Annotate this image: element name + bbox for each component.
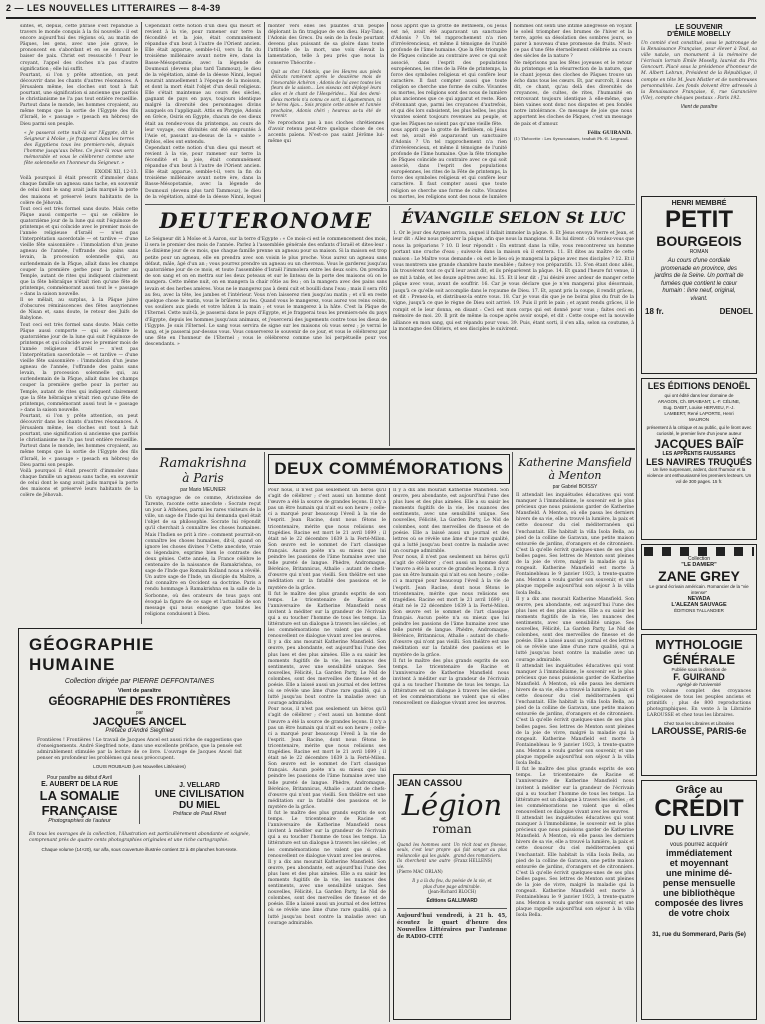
ad-body: Un volume complet des croyances religieuses de tous les peuples anciens et primitifs ; plus de 800 reproductions photographiques. En vente à la Librairie LAROUSSE et chez tous les libraires.: [647, 689, 751, 719]
section-text: Le Seigneur dit à Moïse et à Aaron, sur la terre d'Egypte : « Ce mois-ci est le commencement des mois, il sera le premier des mois de l'année. Parlez à l'assemblée générale des enfants d'Israël et dites-leur : Le dixième jour de ce mois, que chaque famille prenne un agneau pour sa maison. Si la maison est trop petite pour un agneau, elle en prendra avec son voisin le plus proche. Vous aurez un agneau sans défaut, mâle, âgé d'un an ; vous pourrez prendre un agneau ou un chevreau. Vous le garderez jusqu'au quatorzième jour de ce mois, et toute l'assemblée d'Israël l'immolera entre les deux soirs. On prendra de son sang et on en mettra sur les deux poteaux et sur le linteau de la porte des maisons où on le mangera. Cette même nuit, on en mangera la chair rôtie au feu ; on la mangera avec des pains sans levain et des herbes amères. Vous ne le mangerez pas à demi cuit et bouilli dans l'eau ; mais il sera rôti au feu, avec la tête, les jambes et l'intérieur. Vous n'en laisserez rien jusqu'au matin ; et s'il en reste quelque chose le matin, vous le brûlerez au feu. Quand vous le mangerez, vous aurez vos reins ceints, vos souliers aux pieds et votre bâton à la main ; et vous le mangerez à la hâte. C'est la Pâque de l'Eternel. Cette nuit-là, je passerai dans le pays d'Egypte, et je frapperai tous les premiers-nés du pays d'Egypte, depuis les hommes jusqu'aux animaux, et j'exercerai des jugements contre tous les dieux de l'Egypte. Je suis l'Eternel. Le sang vous servira de signe sur les maisons où vous serez ; je verrai le sang, et je passerai par-dessus vous. Vous conserverez le souvenir de ce jour, et vous le célébrerez par une fête en l'honneur de l'Eternel ; vous le célébrerez comme une loi perpétuelle pour vos descendants. »: [145, 237, 387, 348]
article-text: Il attendait les inquiétudes éducatives qui vont manquer à l'immobilisme, le souvenir est le plus précieux que nous puissions garder de Katherine Mansfield. À Menton, où elle passa les derniers hivers de sa vie, elle a trouvé la lumière, la paix et cette douceur du ciel méditerranéen qui l'enchantait. Elle habitait la villa Isola Bella, au pied de la colline de Garavan, une petite maison entourée de jardins, d'orangers et de citronniers. C'est là qu'elle écrivit quelques-unes de ses plus belles pages. Ses lettres de Menton sont pleines de la joie de vivre, malgré la maladie qui la rongeait. Katherine Mansfield est morte à Fontainebleau le 9 janvier 1923, à trente-quatre ans. Menton a voulu garder son souvenir, et une plaque rappelle aujourd'hui son séjour à la villa Isola Bella.: [516, 493, 634, 596]
ad-book-title: BOURGEOIS: [656, 233, 742, 249]
article-text: Il y a dix ans mourait Katherine Mansfield. Son œuvre, peu abondante, est aujourd'hui l'une des plus lues et des plus aimées. Elle a su saisir les moments fugitifs de la vie, les nuances des sentiments, avec une sensibilité unique. Ses nouvelles, Félicité, La Garden Party, Le Nid de colombes, sont des merveilles de finesse et de poésie. Elle a laissé aussi un journal et des lettres où se révèle une âme d'une rare qualité, qui a lutté jusqu'au bout contre la maladie avec un courage admirable.: [268, 859, 386, 926]
author-signature: Félix GUIRAND.: [587, 129, 632, 136]
column-rule: [510, 22, 511, 202]
ad-intro: Grâce au: [675, 784, 723, 796]
ad-book-title: L'ALEZAN SAUVAGE: [671, 601, 727, 608]
commemorations-col-b: [393, 488, 509, 770]
column-rule: [387, 22, 388, 202]
notice-footer: Vient de paraître: [680, 103, 718, 110]
section-title: DEUX COMMÉMORATIONS: [274, 459, 504, 478]
article-text: Il se mêlait, au surplus, à la Pâque juive d'obscures réminiscences des fêtes assyriennes de Nisan et, sans doute, le retour des Juifs de Babylone.: [20, 298, 138, 322]
ad-preface: Préface d'André Siegfried: [105, 728, 174, 734]
section-title: ÉVANGILE SELON St LUC: [401, 208, 626, 227]
article-column-4: [391, 24, 507, 200]
article-text: Pour nous, il n'est pas seulement un héros qu'il s'agit de célébrer ; c'est aussi un homme dont l'œuvre a été la source de grandes leçons. Il n'y a pas un être humain qui n'ait eu son heure ; celle-ci a marqué pour beaucoup l'éveil à la vie de l'esprit. Jean Racine, dont nous fêtons le tricentenaire, mérite que nous relisions ses tragédies. Racine est mort le 21 avril 1699 ; il était né le 22 décembre 1639 à la Ferté-Milon. Son œuvre est le sommet de l'art classique français. Aucun poète n'a su mieux que lui peindre les passions de l'âme humaine avec une telle pureté de langue. Phèdre, Andromaque, Bérénice, Britannicus, Athalie : autant de chefs-d'œuvre qui n'ont pas vieilli. Son théâtre est une méditation sur la fatalité des passions et le mystère de la grâce.: [393, 555, 509, 658]
article-text: Il y a dix ans mourait Katherine Mansfield. Son œuvre, peu abondante, est aujourd'hui l'une des plus lues et des plus aimées. Elle a su saisir les moments fugitifs de la vie, les nuances des sentiments, avec une sensibilité unique. Ses nouvelles, Félicité, La Garden Party, Le Nid de colombes, sont des merveilles de finesse et de poésie. Elle a laissé aussi un journal et des lettres où se révèle une âme d'une rare qualité, qui a lutté jusqu'au bout contre la maladie avec un courage admirable.: [516, 596, 634, 663]
scripture-ref: EXODE XII, 12-13.: [94, 170, 138, 176]
ad-collection: Collection: [688, 556, 710, 562]
ad-title: HUMAINE: [29, 655, 116, 674]
ad-quote-source: LOUIS ROUBAUD (Les Nouvelles Littéraires): [93, 764, 186, 770]
ad-title: GÉNÉRALE: [662, 652, 736, 667]
article-text: Pourtant, si l'on y prête attention, on peut découvrir dans les chants d'autres résonances. À Jérusalem même, les cloches ont tout à fait pourtant, une signification si ancienne que parfois le christianisme ne l'a pas tout entière recueillie. Partout dans le monde, les hommes croyaient, au même temps que la sortie de l'Egypte des fils d'Israël, le « passage » (pesach en hébreu) de Dieu parmi son peuple.: [20, 413, 138, 468]
ad-collection-name: "LE DAMIER": [681, 562, 717, 568]
ad-author: JACQUES BAÏF: [654, 437, 744, 451]
ad-publisher: ÉDITIONS TALLANDIER: [674, 607, 724, 613]
ad-price: 18 fr.: [645, 307, 664, 316]
ad-line: pense mensuelle: [662, 878, 736, 888]
ad-vient: Vient de paraître: [118, 688, 161, 694]
article-text: monter vers elles les plaintes d'un peuple déplorant la fin tragique de son dieu. Hay-Tano, l'Adonis des Grecs. Du sein de la foule pourtant devenu plus puissant de sa gloire dans toute l'attitude de la mort, une voix élevait la lamentation, telle à peu près que nous la conserve Théocrite :: [268, 24, 384, 66]
page-header: [6, 3, 756, 17]
ad-book-title: FRANÇAISE: [41, 803, 118, 819]
checkerboard-pattern: [644, 547, 754, 556]
ad-collection: Collection dirigée par PIERRE DEFFONTAINES: [64, 678, 215, 685]
ad-credit-du-livre: [641, 780, 757, 1020]
ad-book-title: LA SOMALIE: [39, 788, 120, 804]
ad-text: présentent à la critique et au public, qui le liront avec curiosité, le premier livre d'un jeune auteur: [646, 425, 752, 436]
article-text: sintes, et, depuis, cette phrase s'est répandue à travers le monde conquis à la foi nouvelle : il est encore aujourd'hui des régions où, au matin de Pâques, les gens, avec une joie grave, le prononcent en s'abordant et en se donnant le baiser de paix. Christ est ressuscité ! Pour le croyant, l'appel des cloches n'a pas d'autre signification ; elle lui suffit.: [20, 24, 138, 72]
article-column-5: [514, 24, 632, 200]
article-text: Il fut le maître des plus grands esprits de son temps. Le tricentenaire de Racine et l'anniversaire de Katherine Mansfield nous invitent à méditer sur la grandeur de l'écrivain qui a su toucher l'homme de tous les temps. La littérature est un dialogue à travers les siècles ; et les commémorations ne valent que si elles renouvellent ce dialogue vivant avec les œuvres.: [393, 658, 509, 707]
article-text: Il attendait les inquiétudes éducatives qui vont manquer à l'immobilisme, le souvenir est le plus précieux que nous puissions garder de Katherine Mansfield. À Menton, où elle passa les derniers hivers de sa vie, elle a trouvé la lumière, la paix et cette douceur du ciel méditerranéen qui l'enchantait. Elle habitait la villa Isola Bella, au pied de la colline de Garavan, une petite maison entourée de jardins, d'orangers et de citronniers. C'est là qu'elle écrivit quelques-unes de ses plus belles pages. Ses lettres de Menton sont pleines de la joie de vivre, malgré la maladie qui la rongeait. Katherine Mansfield est morte à Fontainebleau le 9 janvier 1923, à trente-quatre ans. Menton a voulu garder son souvenir, et une plaque rappelle aujourd'hui son séjour à la villa Isola Bella.: [516, 663, 634, 767]
page-number: 2: [6, 3, 12, 13]
article-text: Voilà pourquoi il était prescrit d'immoler dans chaque famille un agneau sans tache, en souvenir de celui dont le sang avait jadis marqué la porte des maisons et préservé leurs habitants de la colère de Jéhovah.: [20, 468, 138, 499]
article-text: Il fut le maître des plus grands esprits de son temps. Le tricentenaire de Racine et l'anniversaire de Katherine Mansfield nous invitent à méditer sur la grandeur de l'écrivain qui a su toucher l'homme de tous les temps. La littérature est un dialogue à travers les siècles ; et les commémorations ne valent que si elles renouvellent ce dialogue vivant avec les œuvres.: [268, 591, 386, 640]
ad-address: 31, rue du Sommerard, Paris (5e): [652, 932, 746, 938]
ad-quote: Quand les hommes sont seuls, c'est leur propre mélancolie qui les guide. Ils cherchent une autre vie.: [397, 842, 451, 869]
ad-publisher: DENOEL: [719, 307, 753, 316]
scripture-note: « Je passerai cette nuit-là sur l'Egypte, dit le Seigneur à Moïse ; je frapperai dans les terres des Egyptiens tous les premiers-nés, depuis l'homme jusqu'aux bêtes. Ce jour-là vous sera mémorable et vous le célébrerez comme une fête solennelle en l'honneur du Seigneur. »: [24, 130, 134, 167]
article-text: Pour nous, il n'est pas seulement un héros qu'il s'agit de célébrer ; c'est aussi un homme dont l'œuvre a été la source de grandes leçons. Il n'y a pas un être humain qui n'ait eu son heure ; celle-ci a marqué pour beaucoup l'éveil à la vie de l'esprit. Jean Racine, dont nous fêtons le tricentenaire, mérite que nous relisions ses tragédies. Racine est mort le 21 avril 1699 ; il était né le 22 décembre 1639 à la Ferté-Milon. Son œuvre est le sommet de l'art classique français. Aucun poète n'a su mieux que lui peindre les passions de l'âme humaine avec une telle pureté de langue. Phèdre, Andromaque, Bérénice, Britannicus, Athalie : autant de chefs-d'œuvre qui n'ont pas vieilli. Son théâtre est une méditation sur la fatalité des passions et le mystère de la grâce.: [268, 707, 386, 810]
ad-sub: Agrégé de l'Université: [677, 682, 721, 687]
ad-book-title: NEVADA: [687, 595, 711, 602]
ad-petit-bourgeois: [641, 196, 757, 374]
ad-preface: Préface de Paul Rivet: [172, 811, 227, 818]
article-text: Un synagogue de ce comme, Aristoxène de Tarente, raconte cette anecdote : Socrate reçut un jour à Athènes, parmi les rares visiteurs de la ville, un sage de l'Inde qui lui demanda quel était l'objet de sa philosophie. Socrate lui répondit qu'il cherchait à connaître les choses humaines. Mais l'Indien se prit à rire : comment pourrait-on connaître les choses humaines, dit-il, quand on ignore les choses divines ? Cette anecdote, vraie ou légendaire, exprime bien le contraste des deux génies. Cette année, la France célèbre le centenaire de la naissance de Ramakrishna, ce sage de l'Inde que Romain Rolland nous a révélé. Un autre sage de l'Inde, un disciple du Maître, a fait connaître en Occident sa doctrine. Paris a rendu hommage à Ramakrishna en la salle de la Sorbonne, où des orateurs de tous pays ont évoqué la figure de ce sage et l'actualité de son message qui nous enseigne que toutes les religions conduisent à Dieu.: [145, 496, 261, 617]
column-rule: [512, 452, 513, 770]
deuteronome-section: [145, 208, 387, 446]
ad-blurb: Au cours d'une cordiale promenade en province, des jardins de la Seine. Un portrait de fumées que contient le cœur humain : livre neuf, original, vivant.: [654, 258, 744, 302]
article-text: Il fut le maître des plus grands esprits de son temps. Le tricentenaire de Racine et l'anniversaire de Katherine Mansfield nous invitent à méditer sur la grandeur de l'écrivain qui a su toucher l'homme de tous les temps. La littérature est un dialogue à travers les siècles ; et les commémorations ne valent que si elles renouvellent ce dialogue vivant avec les œuvres.: [516, 767, 634, 815]
ad-footer: Chaque volume (14×20), sur alfa, sous couverture illustrée contient 32 à 48 planches hors-texte.: [41, 846, 238, 852]
ad-line: et moyennant: [669, 858, 729, 868]
ad-par: par: [135, 710, 144, 716]
ad-author: JEAN CASSOU: [397, 778, 463, 788]
header-separator: —: [14, 3, 25, 13]
commemorations-col-a: [268, 488, 386, 1020]
ad-line: composée des livres: [654, 898, 744, 908]
ad-rule: [397, 908, 507, 909]
article-title: à Paris: [182, 471, 224, 485]
ad-quote: Il y a là du feu, du poésie de la vie, et plus d'une page admirable.: [412, 878, 492, 889]
ad-miel: [140, 775, 256, 824]
ad-line: une minime dé-: [665, 868, 732, 878]
ad-book-title: Légion: [401, 788, 503, 822]
radio-notice: Aujourd'hui vendredi, à 21 h. 45, écoutez le quart d'heure des Nouvelles Littéraires par l'antenne de RADIO-CITÉ: [397, 913, 507, 941]
ad-subtitle: Le grand écrivain américain. Romancier de la "vie intense": [649, 584, 749, 595]
ad-author: J. VELLARD: [179, 782, 220, 790]
article-text: Ne reprochons pas à nos cloches chrétiennes d'avoir retenu peut-être quelque chose de ces accents païens. N'est-ce pas saint Jérôme lui-même qui: [268, 121, 384, 145]
ad-book-title: DU MIEL: [178, 800, 221, 812]
ad-footer: Chez tous les Libraires et Librairies: [663, 721, 735, 727]
ad-quote: Frontières ! Frontières ! Le travail de Jacques Ancel est aussi riche de suggestions que d'enseignements. André Siegfried note, dans une excellente préface, que la pensée est admirablement stimulée par la lecture de ce livre. L'ouvrage de Jacques Ancel fait penser en profondeur les problèmes qui nous préoccupent.: [37, 738, 242, 762]
article-text: nous apprit que la grotte de Bethléem, où Jésus est né, avait été auparavant un sanctuaire d'Adonis ? Un tel rapprochement n'a rien d'irrévérencieux, et même il témoigne de l'unité profonde de l'âme humaine. Que la fête triomphe de Pâques coïncide au contraire avec ce qui soit associé, dans l'esprit des populations européennes, les rites de la Fête de printemps, la force des symboles religieux et qui confère leur caractère. Il faut compter aussi que toute religion se cherche une forme de culte. Vivantes ou mortes, les religions sont des nous de lumière: [391, 127, 507, 200]
article-text: Pour nous, il n'est pas seulement un héros qu'il s'agit de célébrer ; c'est aussi un homme dont l'œuvre a été la source de grandes leçons. Il n'y a pas un être humain qui n'ait eu son heure ; celle-ci a marqué pour beaucoup l'éveil à la vie de l'esprit. Jean Racine, dont nous fêtons le tricentenaire, mérite que nous relisions ses tragédies. Racine est mort le 21 avril 1699 ; il était né le 22 décembre 1639 à la Ferté-Milon. Son œuvre est le sommet de l'art classique français. Aucun poète n'a su mieux que lui peindre les passions de l'âme humaine avec une telle pureté de langue. Phèdre, Andromaque, Bérénice, Britannicus, Athalie : autant de chefs-d'œuvre qui n'ont pas vieilli. Son théâtre est une méditation sur la fatalité des passions et le mystère de la grâce.: [268, 488, 386, 591]
article-column-1: [20, 24, 138, 616]
article-text: Ne méprisons pas les fêtes joyeuses et le retour du printemps et la résurrection de la nature, que le chant joyeux des cloches de Pâques trouve un écho dans tous les cœurs. Et, par surcroît, il nous dit, ce chant, qu'au delà des diversités de croyances, de cultes, de rites, l'humanité en retrouvant toujours identique à elle-même, que bien vaines sont donc nos disputes et peu fondés notre intolérance. Ce message de joie que nous apportent les cloches de Pâques, c'est un message de paix et d'amour.: [514, 60, 632, 127]
ad-genre: ROMAN: [689, 249, 709, 255]
article-column-3: [268, 24, 384, 200]
ad-book-title: UNE CIVILISATION: [154, 789, 245, 801]
article-text: hommes ont senti une intime allégresse en voyant le soleil triompher des brumes de l'hiver et la terre, après sa désolation des sombres jours, se parer à nouveau d'une promesse de fruits. N'est-ce pas d'une fête éternellement célébrée au cours des siècles de la nature ?: [514, 24, 632, 60]
ad-author: JACQUES ANCEL: [92, 716, 187, 728]
ad-line: de votre choix: [668, 908, 730, 918]
ad-line: vous pourrez acquérir: [669, 842, 729, 848]
article-column-2: [145, 24, 261, 200]
ad-series: LES APPRENTIS FAUSSAIRES: [662, 451, 736, 457]
section-title: DEUTERONOME: [159, 208, 373, 233]
ad-quote-source: (Pierre MAC ORLAN): [397, 869, 443, 875]
ad-title: LES ÉDITIONS DENOËL: [647, 381, 751, 391]
ad-author: ZANE GREY: [658, 568, 740, 584]
ad-geographie-humaine: [18, 628, 261, 1022]
column-rule: [389, 488, 390, 1022]
section-rule: [145, 204, 635, 205]
ad-zane-grey: [641, 544, 757, 630]
ad-sub: Publiée sous la direction de: [671, 667, 727, 672]
ad-quote-source: (Franz HELLENS): [453, 858, 493, 864]
article-text: Cependant cette notion d'un dieu qui meurt et revient à la vie, pour ramener sur terre la fécondité et la joie, était communément répandue d'un bout à l'autre de l'Orient ancien. Elle était apparue, semble-t-il, vers la fin du troisième millénaire avant notre ère, dans la Basse-Mésopotamie, avec la légende de Doumouzi (devenu plus tard Tammouz), le dieu de la végétation, aimé de la déesse Ninni, lequel: [145, 145, 261, 200]
ad-line: immédiatement: [665, 848, 733, 858]
ad-book-title: GÉOGRAPHIE DES FRONTIÈRES: [48, 696, 231, 708]
notice-title: D'ÉMILE MOBELLY: [667, 31, 731, 38]
article-text: Il y a dix ans mourait Katherine Mansfield. Son œuvre, peu abondante, est aujourd'hui l'une des plus lues et des plus aimées. Elle a su saisir les moments fugitifs de la vie, les nuances des sentiments, avec une sensibilité unique. Ses nouvelles, Félicité, La Garden Party, Le Nid de colombes, sont des merveilles de finesse et de poésie. Elle a laissé aussi un journal et des lettres où se révèle une âme d'une rare qualité, qui a lutté jusqu'au bout contre la maladie avec un courage admirable.: [268, 640, 386, 707]
ad-quote: Un récit tout en finesse, qui fait songer au plus grand des romanciers.: [453, 842, 507, 858]
column-rule: [264, 452, 265, 1022]
article-title: Ramakrishna: [159, 456, 247, 471]
column-rule: [141, 22, 142, 624]
ad-title: MYTHOLOGIE: [655, 637, 743, 652]
notice-title: LE SOUVENIR: [675, 24, 723, 31]
article-byline: par Mario MEUNIER: [180, 487, 226, 493]
mobelly-notice: [641, 24, 757, 192]
column-rule: [636, 22, 637, 1022]
ad-blurb: Un livre surprenant, ardent, dont l'humour et la violence ont enthousiasmé les premiers lecteurs. Un vol de 300 pages. 15 fr.: [646, 467, 752, 484]
ad-somalie: [23, 775, 140, 824]
ad-legion: [393, 774, 511, 1020]
ad-book-title: PETIT: [664, 206, 733, 233]
evangile-section: [393, 208, 634, 446]
article-title: à Menton: [548, 469, 602, 482]
column-rule: [264, 22, 265, 202]
notice-body: Un comité s'est constitué, sous le patronage de la Renaissance Française, pour élever à Toul, sa ville natale, un monument à la mémoire de l'écrivain lorrain Émile Moselly, lauréat du Prix Goncourt. Placé sous la présidence d'honneur de M. Albert Lebrun, Président de la République, il compte en tête M. Jean Mistler et de nombreuses personnalités. Les fonds doivent être adressés à la Renaissance Française, 6, rue Garancière (VIe), compte chèques postaux : Paris 192.: [641, 41, 757, 101]
ad-title: CRÉDIT: [654, 795, 744, 822]
ramakrishna-article: [145, 456, 261, 624]
ad-publisher: LAROUSSE, PARIS-6e: [651, 726, 747, 737]
ad-mythologie: [641, 634, 757, 776]
ad-pour: Pour paraître au début d'Avril: [47, 775, 112, 782]
column-rule: [389, 206, 390, 446]
ad-author: HENRI MEMBRÉ: [671, 200, 727, 207]
section-text: 1. Or le jour des Azymes arriva, auquel il fallait immoler la pâque. 8. Et Jésus envoya Pierre et Jean, et leur dit : Allez nous préparer la pâque, afin que nous la mangions. 9. Ils lui dirent : Où voulez-vous que nous la préparions ? 10. Il leur répondit : En entrant dans la ville, vous rencontrerez un homme portant une cruche d'eau ; suivez-le dans la maison où il entrera. 11. Et dites au maître de cette maison : Le Maître vous demande : où est le lieu où je mangerai la pâque avec mes disciples ? 12. Et il vous montrera une grande chambre haute meublée ; faites-y vos préparatifs. 13. S'en étant donc allés, ils trouvèrent tout ce qu'il leur avait dit, et ils préparèrent la pâque. 14. Et quand l'heure fut venue, il se mit à table, et les douze apôtres avec lui. 15. Et il leur dit : J'ai désiré avec ardeur de manger cette pâque avec vous, avant de souffrir. 16. Car je vous déclare que je n'en mangerai plus désormais, jusqu'à ce qu'elle soit accomplie dans le royaume de Dieu. 17. Et, ayant pris la coupe, il rendit grâces, et dit : Prenez-la, et distribuez-la entre vous. 18. Car je vous dis que je ne boirai plus du fruit de la vigne, jusqu'à ce que le règne de Dieu soit arrivé. 19. Puis il prit le pain ; et ayant rendu grâces, il le rompit et le leur donna, en disant : Ceci est mon corps qui est donné pour vous ; faites ceci en mémoire de moi. 20. Il prit de même la coupe après avoir soupé, et dit : Cette coupe est la nouvelle alliance en mon sang, qui est répandu pour vous. 39. Puis, étant sorti, il s'en alla, selon sa coutume, à la montagne des Oliviers, et ses disciples le suivirent.: [393, 231, 634, 333]
article-text: Voilà pourquoi il était prescrit d'immoler dans chaque famille un agneau sans tache, en souvenir de celui dont le sang avait jadis marqué la porte des maisons et préservé leurs habitants de la colère de Jéhovah.: [20, 176, 138, 206]
commemorations-title-box: [268, 454, 510, 484]
article-text: Tout ceci est très formel sans doute. Mais cette Pâque aussi comporte — qui se célèbre le quatorzième jour de la lune qui suit l'équinoxe de printemps et qui coïncide avec le premier mois de l'année religieuse d'Israël — n'est pas l'interprétation sacerdotale — et tardive — d'une vieille fête saisonnière : l'immolation d'un jeune agneau de l'année, l'offrande des pains sans levain, la procession solennelle qui, au surlendemain de la Pâque, allait dans les champs couper la première gerbe pour la porter au Temple, autant de rites qui indiquent clairement que la fête hébraïque n'était rien qu'une fête de printemps, commémorant aussi tout le « passage » dans la saison nouvelle.: [20, 206, 138, 298]
ad-title: DU LIVRE: [663, 822, 734, 839]
header-separator: —: [179, 3, 189, 13]
ad-title: GÉOGRAPHIE: [29, 635, 155, 654]
issue-date: 8-4-39: [191, 3, 221, 13]
article-text: Pourtant, si l'on y prête attention, on peut découvrir dans les chants d'autres résonances. À Jérusalem même, les cloches ont tout à fait pourtant, une signification si ancienne que parfois le christianisme ne l'a pas tout entière recueillie. Partout dans le monde, les hommes croyaient, au même temps que la sortie de l'Egypte des fils d'Israël, le « passage » (pesach en hébreu) de Dieu parmi son peuple.: [20, 72, 138, 127]
ad-quote-source: (Jean-Richard BLOCH): [427, 888, 477, 894]
article-text: nous apprit que la grotte de Bethléem, où Jésus est né, avait été auparavant un sanctuaire d'Adonis ? Un tel rapprochement n'a rien d'irrévérencieux, et même il témoigne de l'unité profonde de l'âme humaine. Que la fête triomphe de Pâques coïncide au contraire avec ce qui soit associé, dans l'esprit des populations européennes, les rites de la Fête de printemps, la force des symboles religieux et qui confère leur caractère. Il faut compter aussi que toute religion se cherche une forme de culte. Vivantes ou mortes, les religions sont des nous de lumière plus anciennes que ce qui apparut et reste. Rien d'étonnant que, parmi les croyances d'autrefois, et qui dès lors subsistent, les plus belles, les plus vivantes soient toujours revenues au peuple, et que les Pâques ne soient pas qu'une vieille fête.: [391, 24, 507, 127]
ad-book-title: LES NAVIRES TRUQUÉS: [646, 457, 752, 467]
ad-author: F. GUIRAND: [673, 672, 725, 682]
article-text: Tout ceci est très formel sans doute. Mais cette Pâque aussi comporte — qui se célèbre le quatorzième jour de la lune qui suit l'équinoxe de printemps et qui coïncide avec le premier mois de l'année religieuse d'Israël — n'est pas l'interprétation sacerdotale — et tardive — d'une vieille fête saisonnière : l'immolation d'un jeune agneau de l'année, l'offrande des pains sans levain, la procession solennelle qui, au surlendemain de la Pâque, allait dans les champs couper la première gerbe pour la porter au Temple, autant de rites qui indiquent clairement que la fête hébraïque n'était rien qu'une fête de printemps, commémorant aussi tout le « passage » dans la saison nouvelle.: [20, 322, 138, 413]
ad-denoel: [641, 378, 757, 540]
ad-author: E. AUBERT DE LA RUE: [41, 781, 118, 789]
article-text: Cependant cette notion d'un dieu qui meurt et revient à la vie, pour ramener sur terre la fécondité et la joie, était communément répandue d'un bout à l'autre de l'Orient ancien. Elle était apparue, semble-t-il, vers la fin du troisième millénaire avant notre ère, dans la Basse-Mésopotamie, avec la légende de Doumouzi (devenu plus tard Tammouz), le dieu de la végétation, aimé de la déesse Ninni, lequel mourait annuellement à l'époque de la moisson, et dont la mort était l'objet d'un deuil religieux. Elle s'était maintenue au cours des siècles, gagnant de pays en pays, toujours identique malgré la diversité des personnages divins auxquels on l'appliquait. Attis en Phrygie, Adonis en Grèce, Osiris en Egypte, chacun de ces dieux était au rendez-vous du printemps, au cours de leur voyage, ces divinités ont été empruntés à l'Asie et, passant au-dessus de la « sainte » Byblos, elles ont entendu.: [145, 24, 261, 145]
publication-name: LES NOUVELLES LITTERAIRES: [27, 3, 177, 13]
ad-line: une bibliothèque: [663, 888, 735, 898]
section-rule: [145, 448, 635, 450]
article-title: Katherine Mansfield: [518, 456, 632, 469]
ad-photos: Photographies de l'auteur: [48, 818, 111, 825]
poem-quote: Quit as chez l'Adonis, que les Heures aux pieds délicats ramènent après le douzième mois de l'inexorable Achéron ; Adonis de lui avec toutes les fleurs de la saison... Les oiseaux ont déployé leurs ailes et le chant de l'Hespérides... Nul des demi-dieux mortels n'a connu ce sort, ni Agamemnon, ni le héros Ajax... Sois propice cette année et l'année prochaine, Adonis chéri ; heureux as-tu été de revenir.: [271, 68, 381, 119]
mansfield-article: [516, 456, 634, 1020]
article-text: Il attendait les inquiétudes éducatives qui vont manquer à l'immobilisme, le souvenir est le plus précieux que nous puissions garder de Katherine Mansfield. À Menton, où elle passa les derniers hivers de sa vie, elle a trouvé la lumière, la paix et cette douceur du ciel méditerranéen qui l'enchantait. Elle habitait la villa Isola Bella, au pied de la colline de Garavan, une petite maison entourée de jardins, d'orangers et de citronniers. C'est là qu'elle écrivit quelques-unes de ses plus belles pages. Ses lettres de Menton sont pleines de la joie de vivre, malgré la maladie qui la rongeait. Katherine Mansfield est morte à Fontainebleau le 9 janvier 1923, à trente-quatre ans. Menton a voulu garder son souvenir, et une plaque rappelle aujourd'hui son séjour à la villa Isola Bella.: [516, 815, 634, 919]
ad-footer: En tous les ouvrages de la collection, l'illustration est particulièrement abondante et soignée, comprenant près de quatre cents photographies originales et une riche cartographie.: [29, 832, 250, 844]
article-byline: par Gabriel BOISSY: [552, 484, 598, 490]
footnote: (1) Théocrite : Les Syracusaines, traduit Ph.-E. Legrand.: [514, 135, 629, 141]
article-text: Il fut le maître des plus grands esprits de son temps. Le tricentenaire de Racine et l'anniversaire de Katherine Mansfield nous invitent à méditer sur la grandeur de l'écrivain qui a su toucher l'homme de tous les temps. La littérature est un dialogue à travers les siècles ; et les commémorations ne valent que si elles renouvellent ce dialogue vivant avec les œuvres.: [268, 810, 386, 859]
header-rule: [6, 17, 756, 19]
ad-genre: roman: [432, 822, 472, 836]
ad-list: qui ont édité dans leur domaine de ARAGON, Ch. BRAIBANT, L.-F. CÉLINE, Eug. DABIT, Louise HERVIEU, F.-J. LAMBERT, René LAPORTE, Henri MAURON: [657, 393, 741, 422]
article-text: Il y a dix ans mourait Katherine Mansfield. Son œuvre, peu abondante, est aujourd'hui l'une des plus lues et des plus aimées. Elle a su saisir les moments fugitifs de la vie, les nuances des sentiments, avec une sensibilité unique. Ses nouvelles, Félicité, La Garden Party, Le Nid de colombes, sont des merveilles de finesse et de poésie. Elle a laissé aussi un journal et des lettres où se révèle une âme d'une rare qualité, qui a lutté jusqu'au bout contre la maladie avec un courage admirable.: [393, 488, 509, 554]
ad-publisher: Éditions GALLIMARD: [426, 898, 478, 905]
